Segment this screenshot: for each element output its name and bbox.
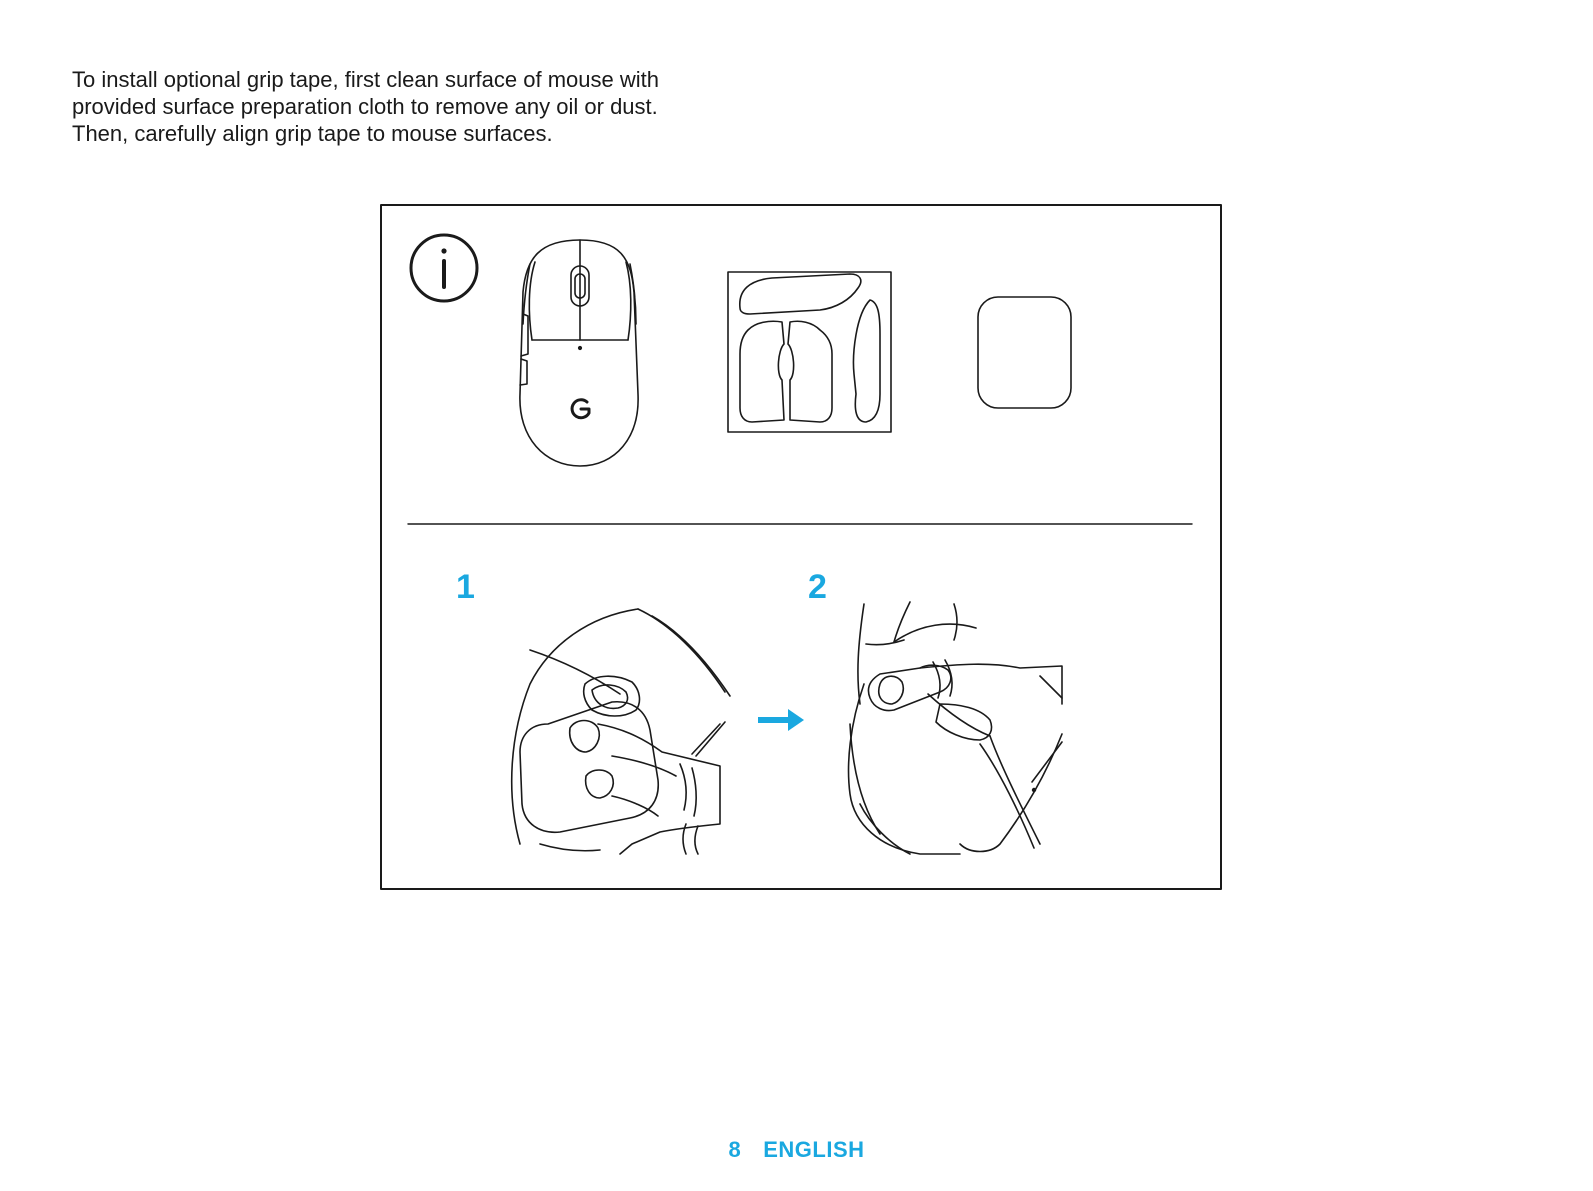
arrow-right-icon [758, 709, 804, 731]
instruction-line: To install optional grip tape, first clean surface of mouse with [72, 67, 659, 92]
page-number: 8 [728, 1137, 742, 1162]
mouse-icon [520, 240, 638, 466]
language-label: ENGLISH [763, 1137, 865, 1162]
figure-illustration [380, 204, 1222, 890]
info-icon [411, 235, 477, 301]
instruction-text [72, 66, 832, 147]
instruction-line: Then, carefully align grip tape to mouse surfaces. [72, 121, 553, 146]
grip-tape-figure [380, 204, 1222, 890]
instruction-line: provided surface preparation cloth to remove any oil or dust. [72, 94, 658, 119]
step-number-2: 2 [808, 568, 827, 606]
cleaning-cloth-icon [978, 297, 1071, 408]
figure-frame [381, 205, 1221, 889]
grip-tape-sheet-icon [728, 272, 891, 432]
step-number-1: 1 [456, 568, 475, 606]
page-footer [0, 1137, 1593, 1163]
step-2-illustration [849, 602, 1062, 854]
step-1-illustration [512, 609, 730, 854]
